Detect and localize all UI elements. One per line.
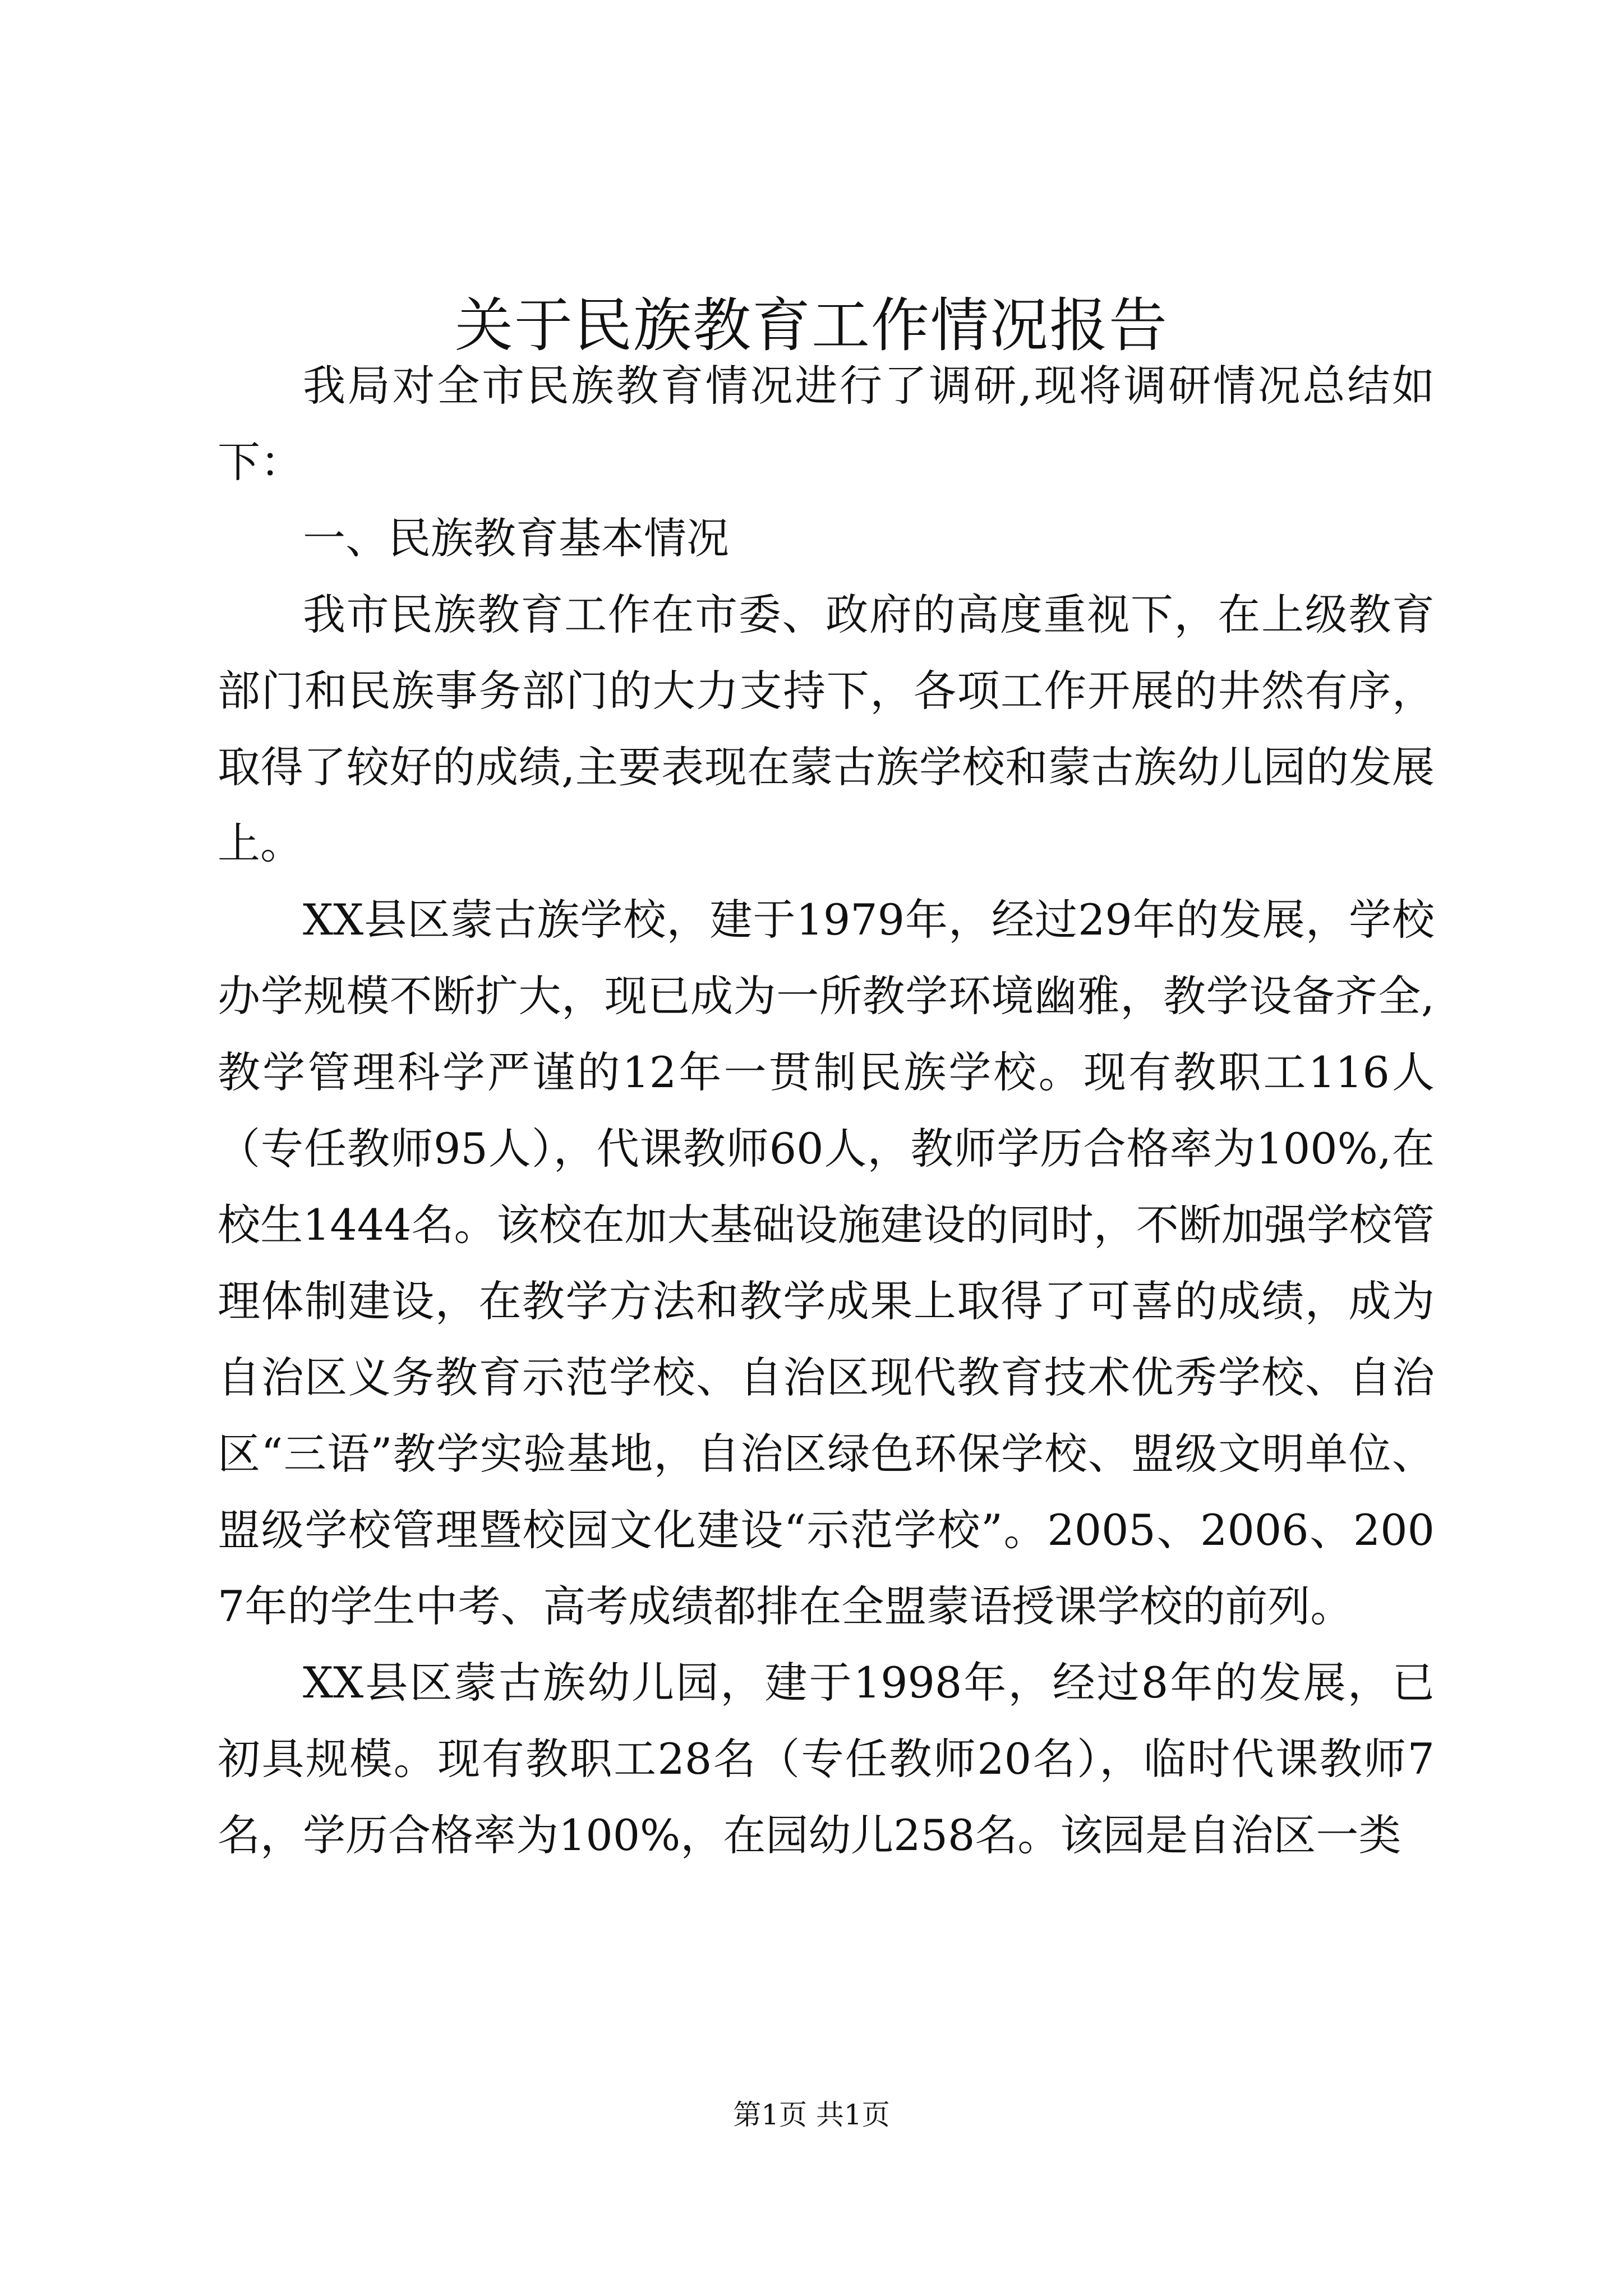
paragraph-kindergarten: XX县区蒙古族幼儿园，建于1998年，经过8年的发展，已初具规模。现有教职工28名（专任教师20名），临时代课教师7名，学历合格率为100%，在园幼儿258名。该园是自治区一类 — [218, 1658, 1435, 1860]
paragraph-school: XX县区蒙古族学校，建于1979年，经过29年的发展，学校办学规模不断扩大，现已成为一所教学环境幽雅，教学设备齐全,教学管理科学严谨的12年一贯制民族学校。现有教职工116人（专任教师95人），代课教师60人，教师学历合格率为100%,在校生1444名。该校在加大基础设施建设的同时，不断加强学校管理体制建设，在教学方法和教学成果上取得了可喜的成绩，成为自治区义务教育示范学校、自治区现代教育技术优秀学校、自治区“三语”教学实验基地，自治区绿色环保学校、盟级文明单位、盟级学校管理暨校园文化建设“示范学校”。2005、2006、2007年的学生中考、高考成绩都排在全盟蒙语授课学校的前列。 — [218, 895, 1435, 1631]
page-number: 第1页 共1页 — [733, 2099, 890, 2131]
section-heading: 一、民族教育基本情况 — [303, 513, 729, 563]
document-body — [218, 348, 1435, 1874]
paragraph-overview: 我市民族教育工作在市委、政府的高度重视下，在上级教育部门和民族事务部门的大力支持下，各项工作开展的井然有序，取得了较好的成绩,主要表现在蒙古族学校和蒙古族幼儿园的发展上。 — [218, 590, 1435, 868]
document-title: 关于民族教育工作情况报告 — [454, 291, 1168, 360]
paragraph-intro: 我局对全市民族教育情况进行了调研,现将调研情况总结如下： — [218, 361, 1435, 487]
